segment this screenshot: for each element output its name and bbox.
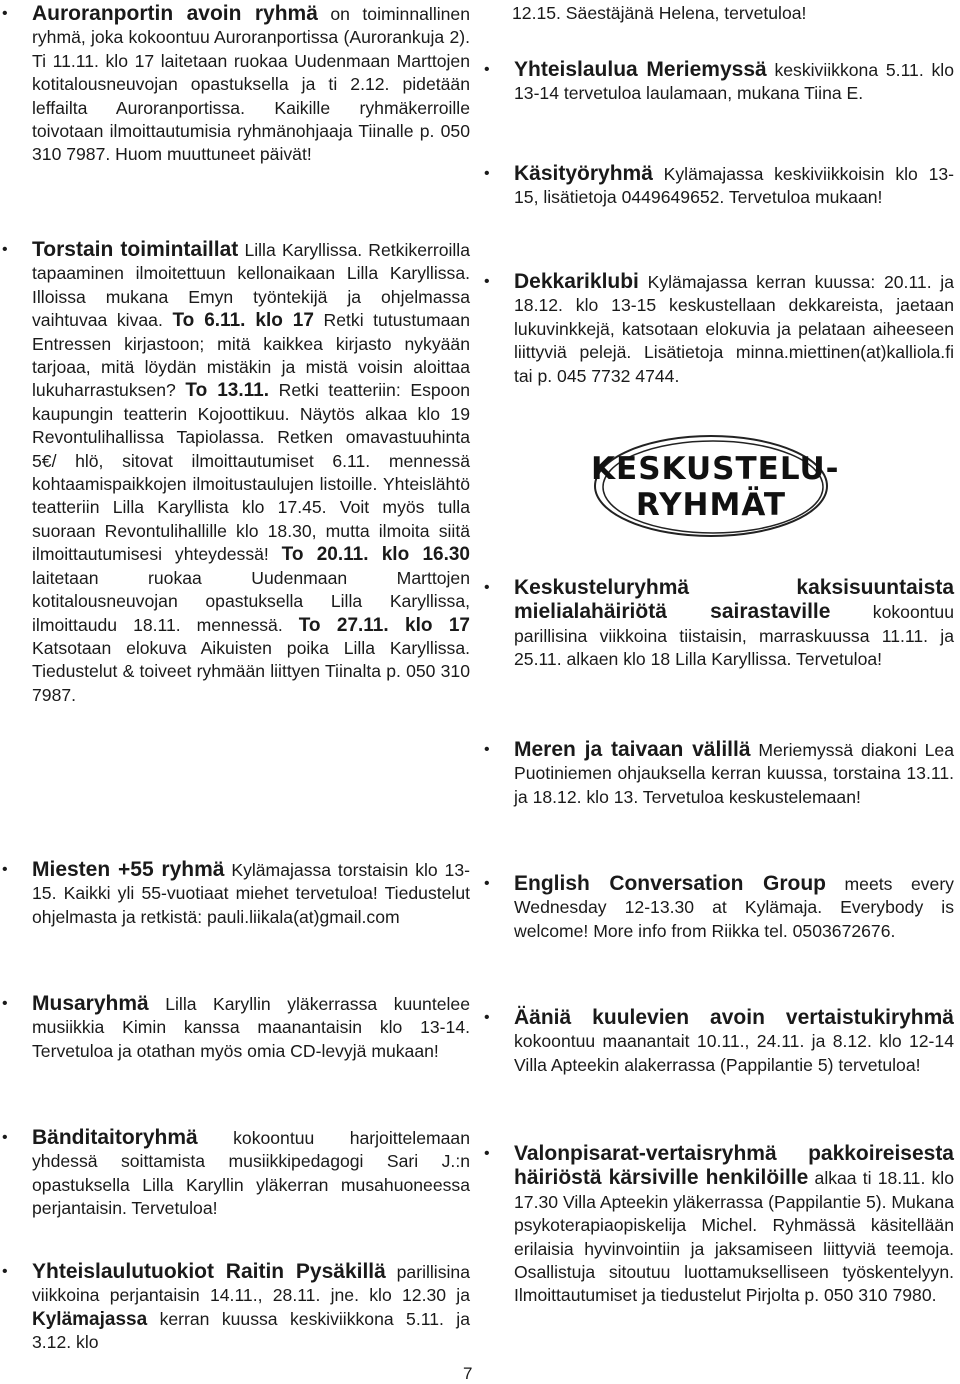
list-item bbox=[0, 1126, 470, 1221]
entry-title: Miesten +55 ryhmä bbox=[32, 858, 225, 881]
entry-text: alkaa ti 18.11. klo 17.30 Villa Apteekin yläkerrassa (Pappilantie 5). Mukana psykoterapiaopiskelija Michel. Ryhmässä käsitellään erilaisia hyvinvointiin ja jaksamiseen liittyviä teemoja. Osallistuja sitoutuu luottamukselliseen työskentelyyn. Ilmoittautumiset ja tiedustelut Pirjolta p. 050 310 7980. bbox=[514, 1168, 954, 1306]
entry-text: Kylämajassa keskiviikkoisin klo 13-15, lisätietoja 0449649652. Tervetuloa mukaan! bbox=[514, 164, 954, 208]
entry-text: kokoontuu parillisina viikkoina tiistaisin, marraskuussa 11.11. ja 25.11. alkaen klo 18 Lilla Karyllissa. Tervetuloa! bbox=[514, 602, 954, 670]
entry-text: on toiminnallinen ryhmä, joka kokoontuu Auroranportissa (Aurorankuja 2). Ti 11.11. klo 17 laitetaan ruokaa Uudenmaan Marttojen kotitalousneuvojan opastuksella ja ti 2.12. pidetään leffailta Auroranportissa. Kaikille ryhmäkerroille toivotaan ilmoittautumisia ryhmänohjaaja Tiinalle p. 050 310 7987. Huom muuttuneet päivät! bbox=[32, 4, 470, 165]
entry-title: Auroranportin avoin ryhmä bbox=[32, 2, 318, 25]
page-number: 7 bbox=[463, 1364, 473, 1383]
list-item bbox=[0, 1260, 470, 1355]
list-item bbox=[482, 58, 954, 106]
badge-title-line2: RYHMÄT bbox=[635, 487, 787, 523]
entry-text: Meriemyssä diakoni Lea Puotiniemen ohjauksella kerran kuussa, torstaina 13.11. ja 18.12. klo 13. Tervetuloa keskustelemaan! bbox=[514, 740, 954, 807]
bullet: • bbox=[2, 861, 8, 878]
list-item bbox=[482, 738, 954, 809]
list-item-continued bbox=[482, 2, 952, 25]
list-item bbox=[0, 858, 470, 929]
entry-title: Valonpisarat-vertaisryhmä pakkoireisesta häiriöstä kärsiville henkilöille bbox=[514, 1142, 954, 1190]
entry-text: keskiviikkona 5.11. klo 13-14 tervetuloa laulamaan, mukana Tiina E. bbox=[514, 60, 954, 104]
entry-text: Retki tutustumaan Entressen kirjastoon; mitä kaikkea kirjasto nykyään tarjoaa, mitä löydän mistäkin ja mistä voisin aloittaa lukuharrastuksen? bbox=[32, 310, 470, 401]
entry-title: Torstain toimintaillat bbox=[32, 238, 239, 261]
bullet: • bbox=[2, 1263, 8, 1280]
entry-text: Katsotaan elokuva Aikuisten poika Lilla Karyllissa. Tiedustelut & toiveet ryhmään liittyen Tiinalta p. 050 310 7987. bbox=[32, 637, 470, 705]
entry-text: 12.15. Säestäjänä Helena, tervetuloa! bbox=[512, 3, 807, 23]
list-item bbox=[0, 238, 470, 707]
entry-title: Yhteislaulua Meriemyssä bbox=[514, 58, 767, 81]
bullet: • bbox=[484, 1009, 490, 1026]
bullet: • bbox=[2, 5, 8, 22]
bullet: • bbox=[484, 165, 490, 182]
list-item bbox=[482, 1006, 954, 1077]
date-highlight: To 20.11. klo 16.30 bbox=[281, 544, 470, 566]
bullet: • bbox=[484, 1145, 490, 1162]
bullet: • bbox=[2, 241, 8, 258]
list-item bbox=[482, 872, 954, 943]
bullet: • bbox=[484, 61, 490, 78]
date-highlight: To 27.11. klo 17 bbox=[298, 614, 470, 636]
list-item bbox=[482, 270, 954, 388]
place-highlight: Kylämajassa bbox=[32, 1308, 148, 1330]
entry-title: Dekkariklubi bbox=[514, 270, 639, 293]
list-item bbox=[0, 2, 470, 167]
entry-title: Musaryhmä bbox=[32, 992, 149, 1015]
entry-text: Lilla Karyllissa. Retkikerroilla tapaaminen ilmoitettuun kellonaikaan Lilla Karyllissa. Illoissa mukana Emyn työntekijä ja ohjelmassa vaihtuvaa kivaa. bbox=[32, 240, 470, 331]
entry-text: Kylämajassa kerran kuussa: 20.11. ja 18.12. klo 13-15 keskustellaan dekkareista, jaetaan lukuvinkkejä, katsotaan elokuvia ja pelataan aiheeseen liittyviä pelejä. Lisätietoja minna.miettinen(at)kalliola.fi tai p. 045 7732 4744. bbox=[514, 272, 954, 386]
entry-text: kokoontuu maanantait 10.11., 24.11. ja 8.12. klo 12-14 Villa Apteekin alakerrassa (Pappilantie 5) tervetuloa! bbox=[514, 1031, 954, 1075]
entry-text: kerran kuussa keskiviikkona 5.11. ja 3.12. klo bbox=[32, 1308, 470, 1353]
list-item bbox=[482, 1142, 954, 1308]
date-highlight: To 6.11. klo 17 bbox=[172, 310, 314, 332]
entry-text: Kylämajassa torstaisin klo 13-15. Kaikki yli 55-vuotiaat miehet tervetuloa! Tiedustelut ohjelmasta ja retkistä: pauli.liikala(at)gmail.com bbox=[32, 860, 470, 927]
badge-title-line1: KESKUSTELU- bbox=[591, 451, 840, 487]
entry-text: meets every Wednesday 12-13.30 at Kylämaja. Everybody is welcome! More info from Riikka tel. 0503672676. bbox=[514, 874, 954, 941]
entry-title: Keskusteluryhmä kaksisuuntaista mielialahäiriötä sairastaville bbox=[514, 576, 954, 624]
entry-text: Lilla Karyllin yläkerrassa kuuntelee musiikkia Kimin kanssa maanantaisin klo 13-14. Tervetuloa ja otathan myös omia CD-levyjä mukaan! bbox=[32, 994, 470, 1061]
entry-text: Retki teatteriin: Espoon kaupungin teatterin Kojoottikuu. Näytös alkaa klo 19 Revontulihallissa Tapiolassa. Retken omavastuuhinta 5€/ hlö, sitovat ilmoittautumiset 6.11. mennessä kohtaamispaikkojen ilmoitustaulujen listoille. Yhteislähtö teatteriin Lilla Karyllista klo 17.45. Voit myös tulla suoraan Revontulihallille klo 18.30, mutta ilmoita siitä ilmoittautumisesi yhteydessä! bbox=[32, 380, 471, 565]
entry-title: Käsityöryhmä bbox=[514, 162, 653, 185]
entry-title: Meren ja taivaan välillä bbox=[514, 738, 751, 761]
list-item bbox=[482, 162, 954, 210]
entry-text: laitetaan ruokaa Uudenmaan Marttojen kotitalousneuvojan opastuksella Lilla Karyllissa, ilmoittaudu 18.11. mennessä. bbox=[32, 567, 470, 635]
section-badge bbox=[591, 432, 840, 540]
bullet: • bbox=[2, 1129, 8, 1146]
list-item bbox=[482, 576, 954, 672]
entry-title: Bänditaitoryhmä bbox=[32, 1126, 198, 1149]
bullet: • bbox=[484, 741, 490, 758]
bullet: • bbox=[484, 273, 490, 290]
entry-title: Ääniä kuulevien avoin vertaistukiryhmä bbox=[514, 1006, 954, 1029]
entry-text: parillisina viikkoina perjantaisin 14.11., 28.11. jne. klo 12.30 ja bbox=[32, 1262, 470, 1306]
bullet: • bbox=[484, 875, 490, 892]
entry-text: kokoontuu harjoittelemaan yhdessä soittamista musiikkipedagogi Sari J.:n opastuksella Lilla Karyllin yläkerran musahuoneessa perjantaisin. Tervetuloa! bbox=[32, 1128, 470, 1219]
bullet: • bbox=[2, 995, 8, 1012]
list-item bbox=[0, 992, 470, 1063]
entry-title: Yhteislaulutuokiot Raitin Pysäkillä bbox=[32, 1260, 386, 1283]
entry-title: English Conversation Group bbox=[514, 872, 826, 895]
bullet: • bbox=[484, 579, 490, 596]
date-highlight: To 13.11. bbox=[185, 380, 270, 402]
